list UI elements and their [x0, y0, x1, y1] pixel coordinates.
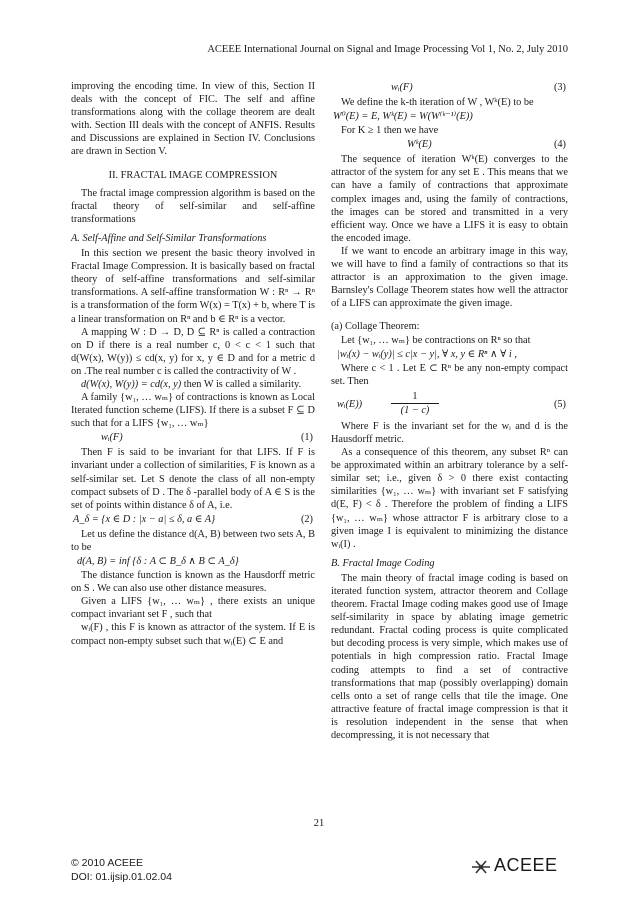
collage-theorem-label: (a) Collage Theorem:	[331, 321, 420, 333]
encode-paragraph: If we want to encode an arbitrary image in this way, we will have to find a family of contractions so that its attractor is an approximation to the given image. Barnsley's Collage Theorem states how well the attractor of a LIFS can approximate the given image.	[331, 245, 568, 310]
equation-5-numerator: 1	[412, 390, 418, 402]
let-paragraph: Let {w₁, … wₘ} be contractions on Rⁿ so that	[341, 334, 531, 346]
left-column	[71, 80, 315, 648]
distance-equation: d(A, B) = inf {δ : A ⊂ B_δ ∧ B ⊂ A_δ}	[77, 556, 239, 567]
fic-paragraph: The fractal image compression algorithm is based on the fractal theory of self-similar and self-affine transformations	[71, 187, 315, 225]
hausdorff-paragraph: The distance function is known as the Hausdorff metric on S . We can also use other distance measures.	[71, 570, 315, 595]
consequence-paragraph: As a consequence of this theorem, any subset Rⁿ can be approximated within an arbitrary tolerance by a self-similar set; i.e., given δ > 0 there exist contacting similarities {w₁, … wₘ} with invariant set F satisfying d(E, F) < δ . Therefore the problem of finding a LIFS {w₁, … wₘ} whose attractor F is arbitrary close to a given image I is equivalent to minimizing the distance wᵢ(I) .	[331, 447, 568, 550]
equation-4-number: (4)	[553, 139, 566, 151]
family-paragraph: A family {w₁, … wₘ} of contractions is known as Local Iterated function scheme (LIFS). If there is a subset F ⊆ D such that for a LIFS {w₁, … wₘ}	[71, 392, 315, 430]
subsection-a-heading: A. Self-Affine and Self-Similar Transformations	[71, 232, 267, 244]
distance-paragraph: Let us define the distance d(A, B) between two sets A, B to be	[71, 528, 315, 553]
page-number: 21	[313, 818, 325, 829]
footer	[71, 856, 172, 884]
section-heading: II. FRACTAL IMAGE COMPRESSION	[108, 169, 278, 181]
equation-5-lhs: wᵢ(E))	[337, 398, 363, 410]
doi-text: DOI: 01.ijsip.01.02.04	[71, 871, 172, 883]
right-column	[331, 80, 568, 742]
sequence-paragraph: The sequence of iteration Wᵏ(E) converges to the attractor of the system for any set E . This means that we can have a family of contractions that approximate complex images and, using the family of contractions, the images can be stored and transmitted in a very efficient way. Once we have a LIFS it is easy to obtain the encoded image.	[331, 154, 568, 244]
similarity-text: then W is called a similarity.	[183, 378, 302, 390]
equation-5-number: (5)	[553, 398, 566, 410]
kth-iteration-paragraph: We define the k-th iteration of W , Wᵏ(E) to be	[341, 97, 534, 108]
equation-2	[71, 513, 315, 527]
aceee-logo-icon	[470, 857, 492, 877]
similarity-paragraph	[71, 378, 315, 391]
equation-1	[71, 431, 315, 445]
iteration-equation: W⁰(E) = E, Wᵏ(E) = W(W⁽ᵏ⁻¹⁾(E))	[333, 111, 473, 123]
attractor-paragraph: wᵢ(F) , this F is known as attractor of the system. If E is compact non-empty subset such that wᵢ(E) ⊂ E and	[71, 622, 315, 647]
coding-paragraph: The main theory of fractal image coding is based on iterated function system, attractor theorem and Collage theorem. Fractal Image coding makes good use of Image self-similarity in space by ablating image gemetric redundant. Fractal coding process is quite complicated but decoding process is very simple, which makes use of potentials in high compression ratio. Fractal Image coding attempts to find a set of contractive transformations that map (possibly overlapping) domain cells onto a set of range cells that tile the image. One attractive feature of fractal image compression is that it is resolution independent in the sense that when decompressing, it is not necessary that	[331, 572, 568, 742]
intro-paragraph: improving the encoding time. In view of this, Section II deals with the concept of FIC. The self and affine transformations along with the collage theorem are dealt with. Section III deals with the concept of ANFIS. Results and Discussions are explained in Section IV. Conclusions are drawn in Section V.	[71, 81, 315, 158]
contraction-equation: |wᵢ(x) − wᵢ(y)| ≤ c|x − y|, ∀ x, y ∈ Rⁿ ∧ ∀ i ,	[337, 348, 517, 360]
equation-3-body: wᵢ(F)	[391, 82, 413, 93]
equation-1-number: (1)	[300, 432, 313, 444]
equation-3	[331, 81, 568, 95]
equation-1-body: wᵢ(F)	[101, 432, 123, 444]
equation-4	[331, 138, 568, 152]
equation-5-denominator: (1 − c)	[400, 404, 430, 416]
invariant-paragraph: Then F is said to be invariant for that LIFS. If F is invariant under a collection of similarities, F is known as a self-similar set. Let S denote the class of all non-empty compact subsets of D . The δ -parallel body of A ∈ S is the set of points within distance δ of A, i.e.	[71, 447, 315, 511]
lifs-paragraph: Given a LIFS {w₁, … wₘ} , there exists an unique compact invariant set F , such that	[71, 596, 315, 621]
for-k-paragraph: For K ≥ 1 then we have	[341, 125, 439, 137]
subsection-b-heading: B. Fractal Image Coding	[331, 557, 435, 569]
logo-text: ACEEE	[494, 855, 558, 875]
equation-5	[331, 390, 568, 418]
aceee-logo	[470, 855, 570, 879]
equation-3-number: (3)	[553, 82, 566, 93]
where-paragraph: Where c < 1 . Let E ⊂ Rⁿ be any non-empty compact set. Then	[331, 362, 568, 387]
where2-paragraph: Where F is the invariant set for the wᵢ and d is the Hausdorff metric.	[331, 420, 568, 445]
equation-4-body: Wᵏ(E)	[407, 139, 432, 151]
equation-2-number: (2)	[300, 513, 313, 525]
running-header: ACEEE International Journal on Signal and Image Processing Vol 1, No. 2, July 2010	[207, 44, 568, 55]
affine-paragraph: In this section we present the basic theory involved in Fractal Image Compression. It is basically based on fractal theory of self-affine transformations and self-similar transformations. A self-affine transformation W : Rⁿ → Rⁿ is a transformation of the form W(x) = T(x) + b, where T is a linear transformation on Rⁿ and b ∈ Rⁿ is a vector.	[71, 248, 315, 325]
mapping-paragraph: A mapping W : D → D, D ⊆ Rⁿ is called a contraction on D if there is a real number c, 0 < c < 1 such that d(W(x), W(y)) ≤ cd(x, y) for x, y ∈ D and for a metric d on .The real number c is called the contractivity of W .	[71, 326, 315, 377]
similarity-equation: d(W(x), W(y)) = cd(x, y)	[81, 378, 182, 390]
equation-2-body: A_δ = {x ∈ D : |x − a| ≤ δ, a ∈ A}	[73, 513, 216, 525]
copyright-text: © 2010 ACEEE	[71, 857, 143, 869]
